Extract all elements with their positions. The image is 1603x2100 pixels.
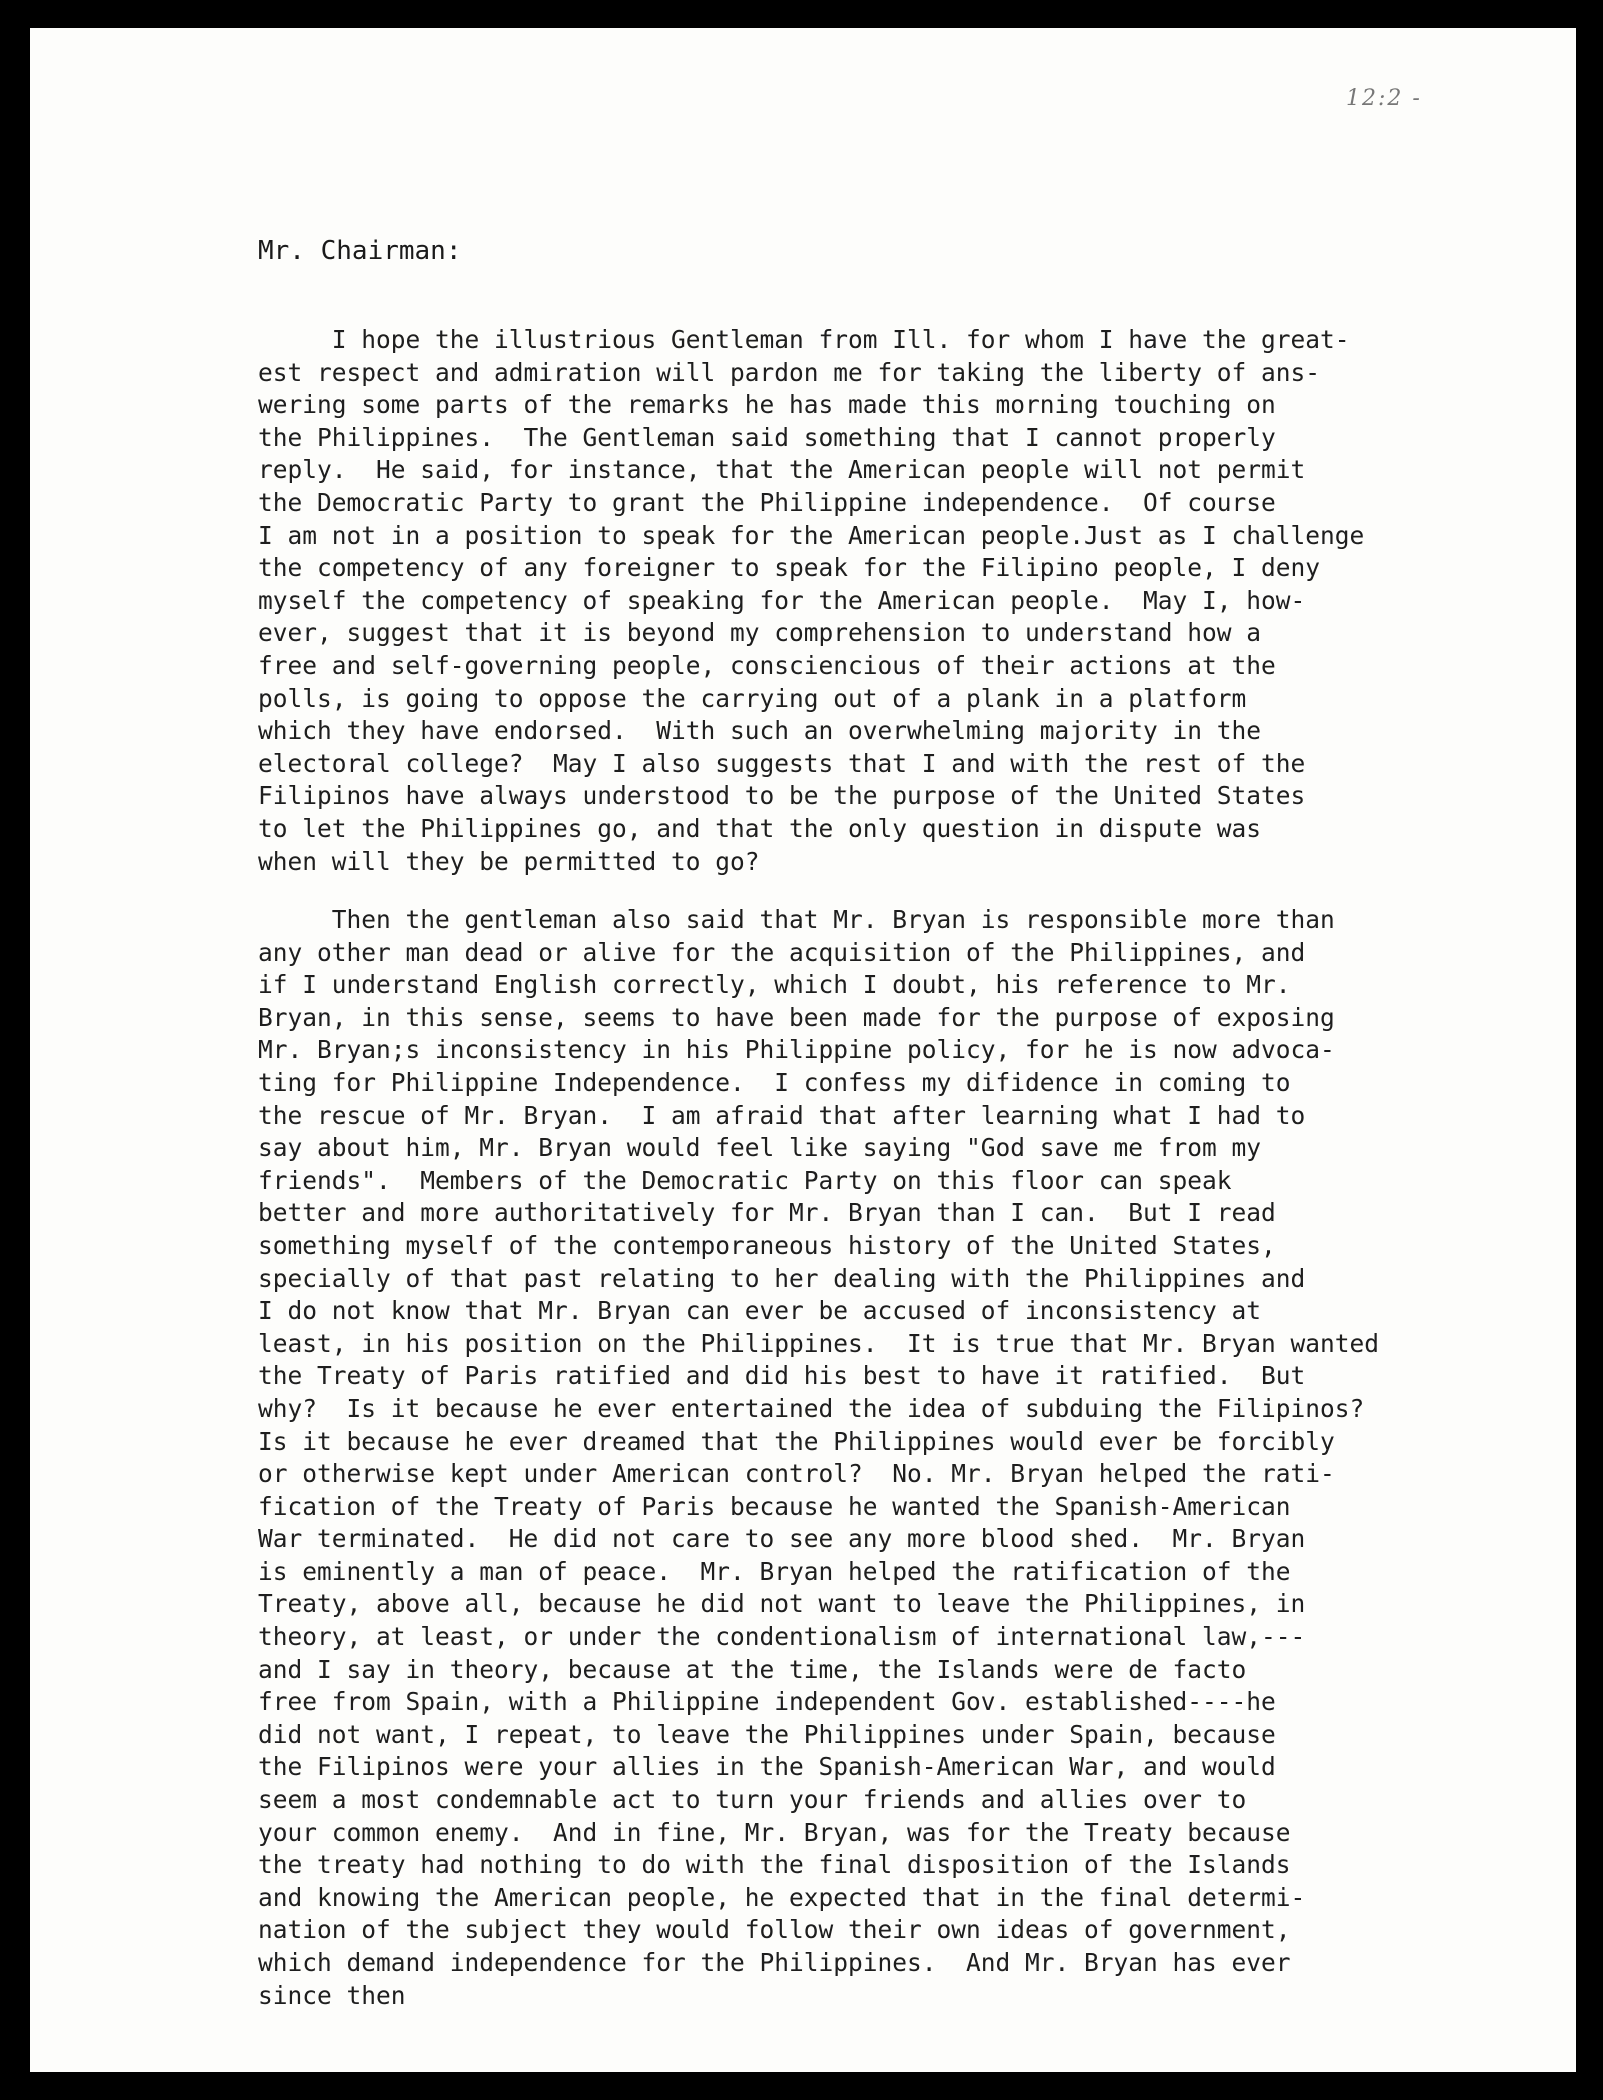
- paragraph-line: least, in his position on the Philippines. It is true that Mr. Bryan wanted: [258, 1328, 1380, 1358]
- paragraph-line: when will they be permitted to go?: [258, 846, 760, 876]
- paragraph-line: and I say in theory, because at the time, the Islands were de facto: [258, 1654, 1247, 1684]
- paragraph-line: Bryan, in this sense, seems to have been made for the purpose of exposing: [258, 1002, 1335, 1032]
- paragraph-line: free from Spain, with a Philippine independent Gov. established----he: [258, 1687, 1276, 1717]
- page-number-mark: 12:2 -: [1346, 86, 1422, 111]
- paragraph-1: [258, 324, 1364, 878]
- paragraph-line: theory, at least, or under the condentionalism of international law,---: [258, 1622, 1306, 1652]
- paragraph-line: Treaty, above all, because he did not want to leave the Philippines, in: [258, 1589, 1306, 1619]
- paragraph-line: War terminated. He did not care to see any more blood shed. Mr. Bryan: [258, 1524, 1306, 1554]
- paragraph-line: the treaty had nothing to do with the final disposition of the Islands: [258, 1850, 1291, 1880]
- paragraph-line: did not want, I repeat, to leave the Philippines under Spain, because: [258, 1719, 1276, 1749]
- paragraph-line: free and self-governing people, consciencious of their actions at the: [258, 650, 1276, 680]
- paragraph-line: specially of that past relating to her dealing with the Philippines and: [258, 1263, 1306, 1293]
- paragraph-2: [258, 904, 1379, 2012]
- paragraph-line: or otherwise kept under American control? No. Mr. Bryan helped the rati-: [258, 1459, 1335, 1489]
- paragraph-line: reply. He said, for instance, that the American people will not permit: [258, 455, 1306, 485]
- paragraph-line: myself the competency of speaking for the American people. May I, how-: [258, 585, 1306, 615]
- paragraph-line: if I understand English correctly, which I doubt, his reference to Mr.: [258, 970, 1291, 1000]
- paragraph-line: Filipinos have always understood to be the purpose of the United States: [258, 781, 1306, 811]
- paragraph-line: ting for Philippine Independence. I confess my difidence in coming to: [258, 1067, 1291, 1097]
- paragraph-line: I do not know that Mr. Bryan can ever be accused of inconsistency at: [258, 1296, 1262, 1326]
- paragraph-line: the Philippines. The Gentleman said something that I cannot properly: [258, 422, 1276, 452]
- paragraph-line: which they have endorsed. With such an overwhelming majority in the: [258, 716, 1262, 746]
- paragraph-line: why? Is it because he ever entertained the idea of subduing the Filipinos?: [258, 1393, 1365, 1423]
- paragraph-line: friends". Members of the Democratic Party on this floor can speak: [258, 1165, 1232, 1195]
- paragraph-line: polls, is going to oppose the carrying out of a plank in a platform: [258, 683, 1247, 713]
- paragraph-line: the Treaty of Paris ratified and did his best to have it ratified. But: [258, 1361, 1306, 1391]
- paragraph-line: wering some parts of the remarks he has made this morning touching on: [258, 390, 1276, 420]
- paragraph-line: nation of the subject they would follow their own ideas of government,: [258, 1915, 1291, 1945]
- paragraph-line: the competency of any foreigner to speak for the Filipino people, I deny: [258, 553, 1321, 583]
- paragraph-line: fication of the Treaty of Paris because he wanted the Spanish-American: [258, 1491, 1291, 1521]
- paragraph-line: since then: [258, 1980, 406, 2010]
- paragraph-line: the Democratic Party to grant the Philippine independence. Of course: [258, 487, 1276, 517]
- paragraph-line: any other man dead or alive for the acquisition of the Philippines, and: [258, 937, 1306, 967]
- paragraph-line: the Filipinos were your allies in the Spanish-American War, and would: [258, 1752, 1276, 1782]
- paragraph-line: say about him, Mr. Bryan would feel like saying "God save me from my: [258, 1133, 1262, 1163]
- paragraph-line: Then the gentleman also said that Mr. Bryan is responsible more than: [258, 905, 1335, 934]
- paragraph-line: Mr. Bryan;s inconsistency in his Philippine policy, for he is now advoca-: [258, 1035, 1335, 1065]
- paragraph-line: est respect and admiration will pardon me for taking the liberty of ans-: [258, 357, 1321, 387]
- paragraph-line: ever, suggest that it is beyond my comprehension to understand how a: [258, 618, 1262, 648]
- paragraph-line: to let the Philippines go, and that the only question in dispute was: [258, 813, 1262, 843]
- salutation: Mr. Chairman:: [258, 236, 462, 266]
- paragraph-line: Is it because he ever dreamed that the Philippines would ever be forcibly: [258, 1426, 1335, 1456]
- paragraph-line: better and more authoritatively for Mr. Bryan than I can. But I read: [258, 1198, 1276, 1228]
- paragraph-line: is eminently a man of peace. Mr. Bryan helped the ratification of the: [258, 1556, 1291, 1586]
- paragraph-line: I hope the illustrious Gentleman from Ill. for whom I have the great-: [258, 325, 1350, 354]
- paragraph-line: seem a most condemnable act to turn your friends and allies over to: [258, 1785, 1247, 1815]
- paragraph-line: the rescue of Mr. Bryan. I am afraid that after learning what I had to: [258, 1100, 1306, 1130]
- paragraph-line: I am not in a position to speak for the American people.Just as I challenge: [258, 520, 1365, 550]
- paragraph-line: your common enemy. And in fine, Mr. Bryan, was for the Treaty because: [258, 1817, 1291, 1847]
- paragraph-line: which demand independence for the Philippines. And Mr. Bryan has ever: [258, 1948, 1291, 1977]
- paragraph-line: and knowing the American people, he expected that in the final determi-: [258, 1882, 1306, 1912]
- paragraph-line: electoral college? May I also suggests that I and with the rest of the: [258, 748, 1306, 778]
- typewritten-page: [30, 28, 1576, 2072]
- paragraph-line: something myself of the contemporaneous history of the United States,: [258, 1230, 1276, 1260]
